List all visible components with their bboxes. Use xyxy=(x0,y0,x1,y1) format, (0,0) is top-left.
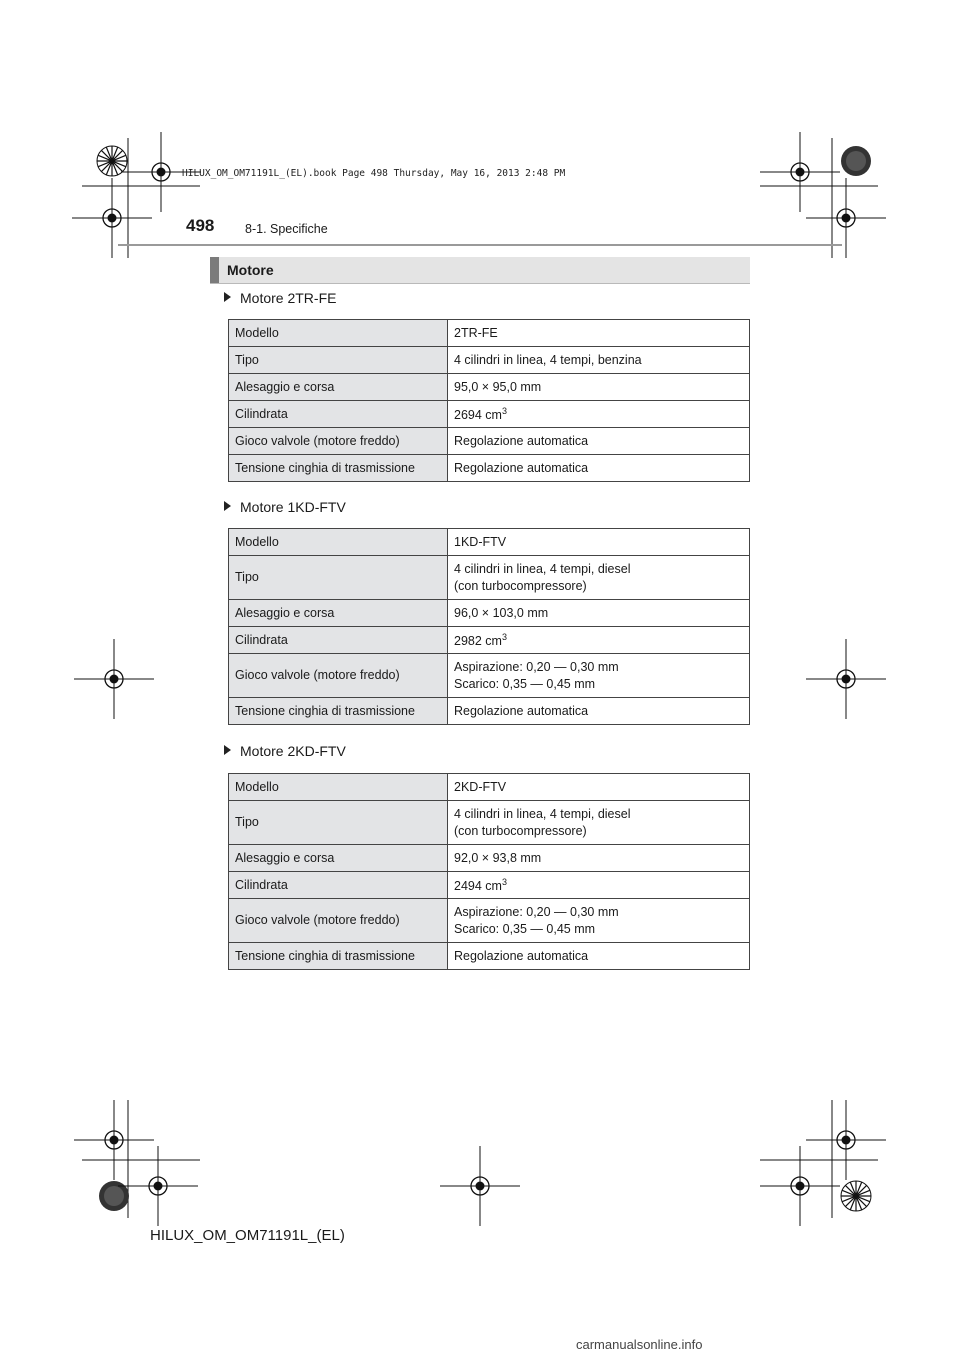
row-key: Tipo xyxy=(229,801,448,845)
row-key: Cilindrata xyxy=(229,627,448,654)
row-value: 4 cilindri in linea, 4 tempi, diesel (con turbocompressore) xyxy=(448,801,750,845)
table-row xyxy=(229,600,750,627)
triangle-bullet-icon xyxy=(224,745,231,755)
table-row xyxy=(229,943,750,970)
table-row xyxy=(229,654,750,698)
engine-heading-2kd-ftv xyxy=(224,743,346,759)
footer-document-id: HILUX_OM_OM71191L_(EL) xyxy=(150,1227,345,1244)
watermark-link[interactable]: carmanualsonline.info xyxy=(576,1337,703,1352)
table-row xyxy=(229,899,750,943)
row-value: 96,0 × 103,0 mm xyxy=(448,600,750,627)
engine-heading-text: Motore 2TR-FE xyxy=(240,290,337,306)
table-row xyxy=(229,801,750,845)
row-key: Tensione cinghia di trasmissione xyxy=(229,698,448,725)
section-title: Motore xyxy=(227,262,274,278)
table-row xyxy=(229,774,750,801)
row-value: Regolazione automatica xyxy=(448,455,750,482)
table-row xyxy=(229,845,750,872)
table-row xyxy=(229,627,750,654)
row-key: Cilindrata xyxy=(229,401,448,428)
row-value: 1KD-FTV xyxy=(448,529,750,556)
row-value: Regolazione automatica xyxy=(448,943,750,970)
row-value: Aspirazione: 0,20 — 0,30 mm Scarico: 0,35 — 0,45 mm xyxy=(448,654,750,698)
row-key: Alesaggio e corsa xyxy=(229,845,448,872)
row-key: Tipo xyxy=(229,556,448,600)
row-value: 4 cilindri in linea, 4 tempi, diesel (con turbocompressore) xyxy=(448,556,750,600)
table-row xyxy=(229,401,750,428)
row-value: 2494 $cm^3$ xyxy=(448,872,750,899)
table-row xyxy=(229,698,750,725)
table-row xyxy=(229,556,750,600)
row-value: 95,0 × 95,0 mm xyxy=(448,374,750,401)
table-row xyxy=(229,347,750,374)
row-value: 2TR-FE xyxy=(448,320,750,347)
row-key: Cilindrata xyxy=(229,872,448,899)
row-value: 4 cilindri in linea, 4 tempi, benzina xyxy=(448,347,750,374)
section-title-bar xyxy=(210,257,750,284)
section-accent xyxy=(210,257,219,283)
engine-heading-text: Motore 2KD-FTV xyxy=(240,743,346,759)
row-key: Gioco valvole (motore freddo) xyxy=(229,654,448,698)
spec-table-2tr-fe xyxy=(228,319,750,482)
table-row xyxy=(229,455,750,482)
row-key: Alesaggio e corsa xyxy=(229,600,448,627)
row-key: Alesaggio e corsa xyxy=(229,374,448,401)
header-rule xyxy=(118,244,842,246)
row-value: Regolazione automatica xyxy=(448,698,750,725)
row-key: Gioco valvole (motore freddo) xyxy=(229,428,448,455)
table-row xyxy=(229,374,750,401)
engine-heading-text: Motore 1KD-FTV xyxy=(240,499,346,515)
row-key: Modello xyxy=(229,320,448,347)
row-key: Gioco valvole (motore freddo) xyxy=(229,899,448,943)
triangle-bullet-icon xyxy=(224,292,231,302)
spec-table-1kd-ftv xyxy=(228,528,750,725)
row-value: 92,0 × 93,8 mm xyxy=(448,845,750,872)
row-value: Aspirazione: 0,20 — 0,30 mm Scarico: 0,35 — 0,45 mm xyxy=(448,899,750,943)
row-value: Regolazione automatica xyxy=(448,428,750,455)
table-row xyxy=(229,428,750,455)
spec-table-2kd-ftv xyxy=(228,773,750,970)
engine-heading-1kd-ftv xyxy=(224,499,346,515)
page-number: 498 xyxy=(186,216,215,235)
section-label: 8-1. Specifiche xyxy=(245,222,328,236)
row-key: Modello xyxy=(229,774,448,801)
engine-heading-2tr-fe xyxy=(224,290,336,306)
triangle-bullet-icon xyxy=(224,501,231,511)
row-key: Tensione cinghia di trasmissione xyxy=(229,943,448,970)
table-row xyxy=(229,872,750,899)
row-key: Tipo xyxy=(229,347,448,374)
file-stamp: HILUX_OM_OM71191L_(EL).book Page 498 Thursday, May 16, 2013 2:48 PM xyxy=(182,168,566,179)
row-key: Tensione cinghia di trasmissione xyxy=(229,455,448,482)
row-value: 2982 $cm^3$ xyxy=(448,627,750,654)
table-row xyxy=(229,320,750,347)
table-row xyxy=(229,529,750,556)
row-value: 2KD-FTV xyxy=(448,774,750,801)
row-value: 2694 $cm^3$ xyxy=(448,401,750,428)
row-key: Modello xyxy=(229,529,448,556)
